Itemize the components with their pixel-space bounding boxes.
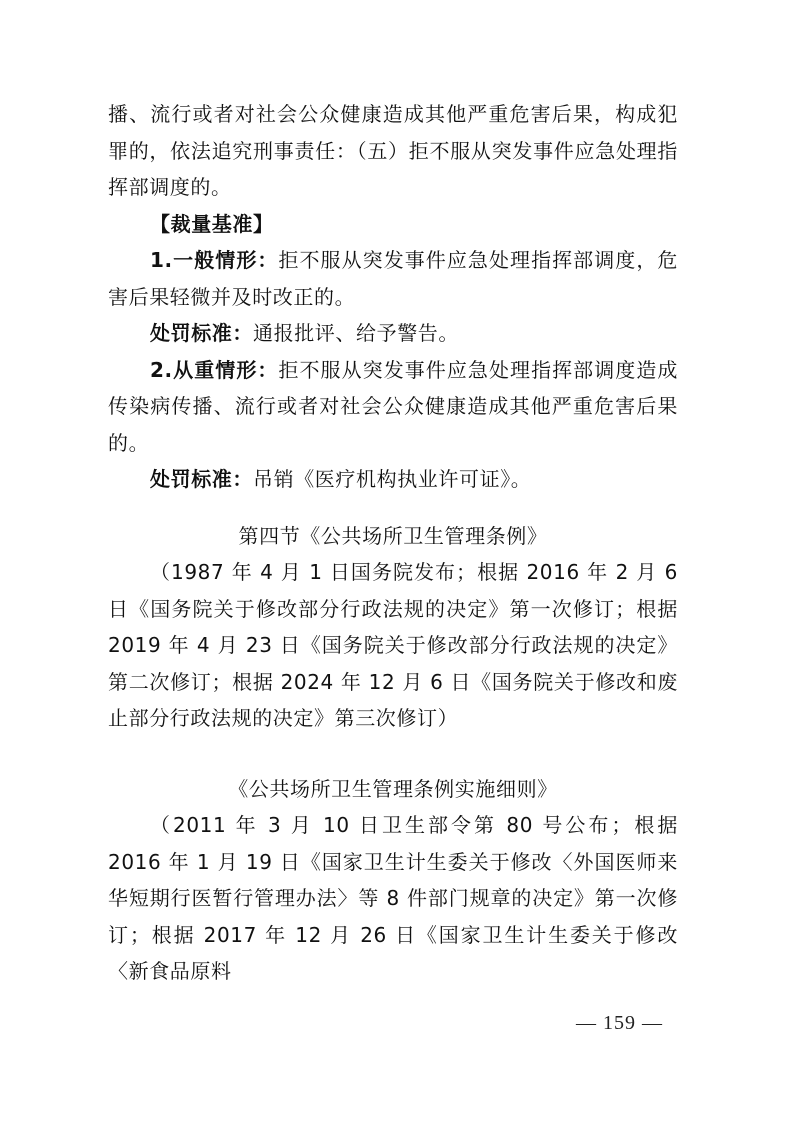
- general-case-text: 拒不服从突发事件应急处理指挥部调度，危害后果轻微并及时改正的。: [108, 248, 678, 309]
- page-number: — 159 —: [576, 1012, 663, 1034]
- general-case-label: 1.一般情形：: [150, 248, 279, 272]
- general-case-paragraph: [108, 242, 678, 315]
- severe-penalty-label: 处罚标准：: [150, 467, 253, 491]
- severe-case-label: 2.从重情形：: [150, 357, 279, 382]
- document-body: [108, 96, 678, 990]
- severe-penalty-paragraph: [108, 461, 678, 498]
- section-revision-note: （1987 年 4 月 1 日国务院发布；根据 2016 年 2 月 6 日《国务院关于修改部分行政法规的决定》第一次修订；根据 2019 年 4 月 23 日《国务院关于修改部分行政法规的决定》第二次修订；根据 2024 年 12 月 6 日《国务院关于修改和废止部分行政法规的决定》第三次修订）: [108, 560, 678, 730]
- rules-title: 《公共场所卫生管理条例实施细则》: [228, 776, 558, 801]
- severe-case-paragraph: [108, 352, 678, 462]
- rules-revision-note: （2011 年 3 月 10 日卫生部令第 80 号公布；根据 2016 年 1 月 19 日《国家卫生计生委关于修改〈外国医师来华短期行医暂行管理办法〉等 8 件部门规章的决定》第一次修订；根据 2017 年 12 月 26 日《国家卫生计生委关于修改〈新食品原料: [108, 813, 678, 983]
- discretion-heading: 【裁量基准】: [150, 211, 274, 236]
- severe-penalty-text: 吊销《医疗机构执业许可证》。: [253, 467, 532, 491]
- severe-case-text: 拒不服从突发事件应急处理指挥部调度造成传染病传播、流行或者对社会公众健康造成其他严重危害后果的。: [108, 357, 678, 455]
- section-title: 第四节《公共场所卫生管理条例》: [238, 523, 548, 548]
- general-penalty-label: 处罚标准：: [150, 321, 253, 345]
- paragraph-continuation: 播、流行或者对社会公众健康造成其他严重危害后果，构成犯罪的，依法追究刑事责任：（五）拒不服从突发事件应急处理指挥部调度的。: [108, 102, 678, 199]
- general-penalty-paragraph: [108, 315, 678, 352]
- general-penalty-text: 通报批评、给予警告。: [253, 321, 459, 345]
